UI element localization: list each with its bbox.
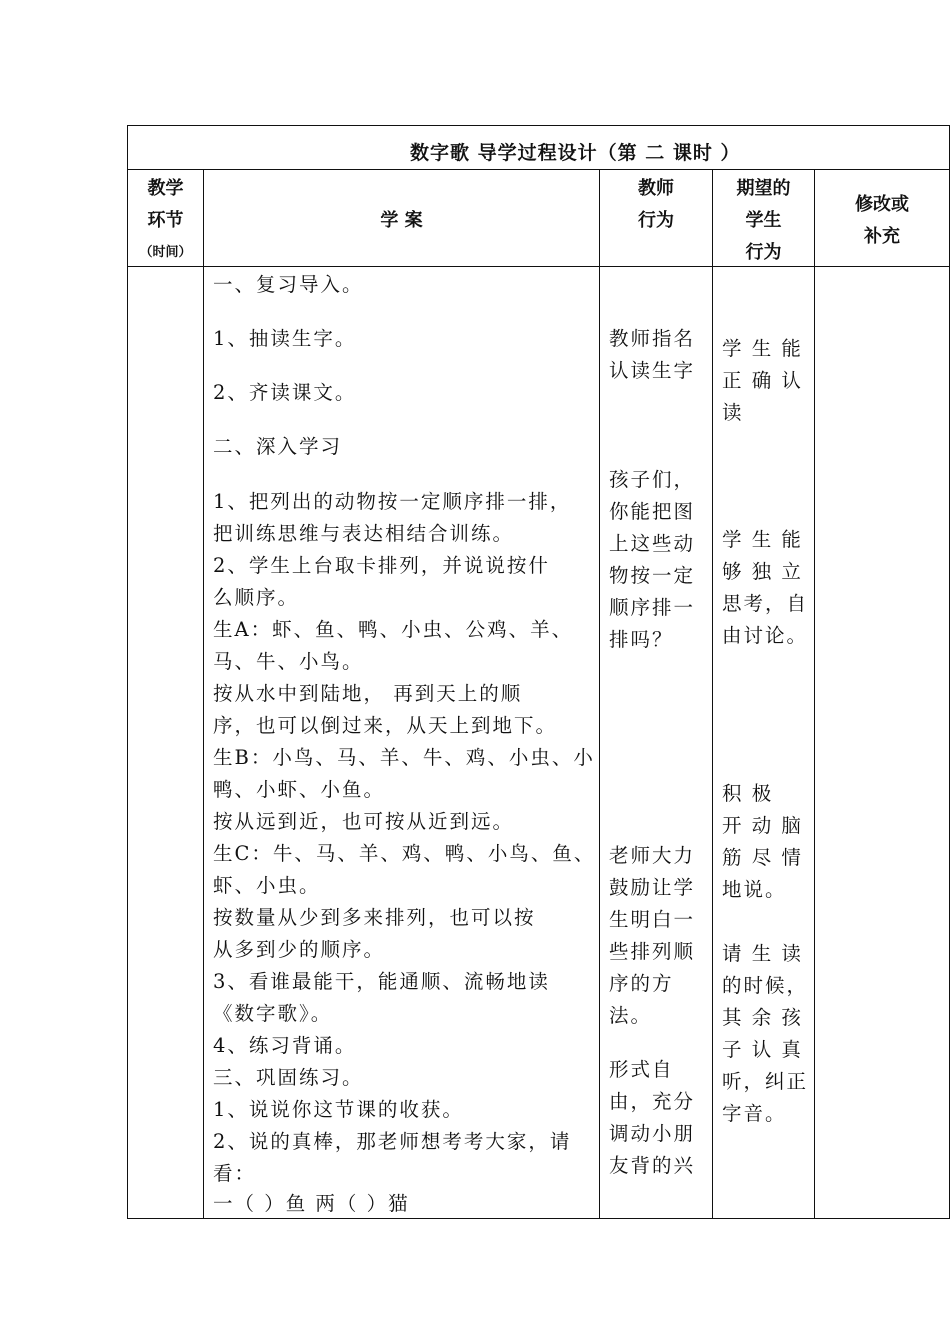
plan-line: 按从远到近，也可按从近到远。 [213,810,515,833]
plan-line: 2、学生上台取卡排列，并说说按什 [213,554,550,577]
teacher-line: 顺序排一 [609,596,696,619]
teacher-line: 法。 [609,1004,653,1027]
lesson-title: 数字歌 导学过程设计（第 二 课时 ） [410,142,741,164]
header-row-divider [127,266,950,267]
plan-line: 按数量从少到多来排列，也可以按 [213,906,536,929]
plan-line: 把训练思维与表达相结合训练。 [213,522,515,545]
plan-line: 虾、小虫。 [213,874,321,897]
header-revise-line1: 修改或 [855,194,909,215]
teacher-line: 友背的兴 [609,1154,696,1177]
student-line: 的时候， [722,974,809,997]
plan-line: 一（ ）鱼 两（ ）猫 [213,1192,410,1215]
teacher-line: 上这些动 [609,532,696,555]
plan-line: 序，也可以倒过来，从天上到地下。 [213,714,558,737]
student-line: 积 极 [722,782,774,805]
student-line: 字音。 [722,1102,787,1125]
student-line: 子 认 真 [722,1038,803,1061]
plan-line: 看： [213,1162,257,1185]
teacher-line: 孩子们， [609,468,696,491]
student-line: 请 生 读 [722,942,803,965]
column-divider-3 [712,169,713,1219]
column-divider-2 [599,169,600,1219]
teacher-line: 教师指名 [609,327,696,350]
header-stage-line3: （时间） [139,245,192,260]
student-line: 地说。 [722,878,787,901]
column-divider-1 [203,169,204,1219]
column-divider-4 [814,169,815,1219]
student-line: 思考，自 [722,592,809,615]
plan-line: 生B：小鸟、马、羊、牛、鸡、小虫、小 [213,746,595,769]
header-plan: 学 案 [380,210,423,231]
header-student-line2: 学生 [745,210,782,231]
student-line: 其 余 孩 [722,1006,803,1029]
title-row-divider [127,169,950,170]
teacher-line: 排吗？ [609,628,674,651]
plan-line: 2、说的真棒，那老师想考考大家，请 [213,1130,572,1153]
plan-line: 1、抽读生字。 [213,327,357,350]
student-line: 开 动 脑 [722,814,803,837]
plan-line: 三、巩固练习。 [213,1066,364,1089]
plan-line: 生A：虾、鱼、鸭、小虫、公鸡、羊、 [213,618,574,641]
plan-line: 2、齐读课文。 [213,381,357,404]
header-stage-line1: 教学 [147,178,184,199]
teacher-line: 鼓励让学 [609,876,696,899]
teacher-line: 序的方 [609,972,674,995]
plan-line: 鸭、小虾、小鱼。 [213,778,386,801]
student-line: 听，纠正 [722,1070,809,1093]
header-revise-line2: 补充 [864,226,900,247]
teacher-line: 生明白一 [609,908,696,931]
student-line: 筋 尽 情 [722,846,803,869]
teacher-line: 物按一定 [609,564,696,587]
header-student-line1: 期望的 [736,178,791,199]
student-line: 学 生 能 [722,528,803,551]
teacher-line: 由，充分 [609,1090,696,1113]
header-teacher-line2: 行为 [638,210,674,231]
table-border-top [127,125,950,126]
teacher-line: 认读生字 [609,359,696,382]
table-border-left [127,125,128,1219]
plan-line: 4、练习背诵。 [213,1034,357,1057]
plan-line: 一、复习导入。 [213,273,364,296]
plan-line: 按从水中到陆地， 再到天上的顺 [213,682,523,705]
student-line: 够 独 立 [722,560,803,583]
plan-line: 3、看谁最能干，能通顺、流畅地读 [213,970,550,993]
plan-line: 1、把列出的动物按一定顺序排一排， [213,490,572,513]
student-line: 正 确 认 [722,369,803,392]
plan-line: 么顺序。 [213,586,300,609]
plan-line: 《数字歌》。 [213,1002,333,1025]
teacher-line: 调动小朋 [609,1122,696,1145]
teacher-line: 些排列顺 [609,940,696,963]
student-line: 由讨论。 [722,624,809,647]
header-stage-line2: 环节 [147,210,184,231]
teacher-line: 老师大力 [609,844,696,867]
header-teacher-line1: 教师 [638,178,674,199]
header-student-line3: 行为 [745,242,782,263]
student-line: 学 生 能 [722,337,803,360]
plan-line: 生C：牛、马、羊、鸡、鸭、小鸟、鱼、 [213,842,596,865]
plan-line: 马、牛、小鸟。 [213,650,364,673]
plan-line: 二、深入学习 [213,435,343,458]
plan-line: 从多到少的顺序。 [213,938,386,961]
plan-line: 1、说说你这节课的收获。 [213,1098,464,1121]
student-line: 读 [722,401,744,424]
teacher-line: 你能把图 [609,500,696,523]
teacher-line: 形式自 [609,1058,674,1081]
